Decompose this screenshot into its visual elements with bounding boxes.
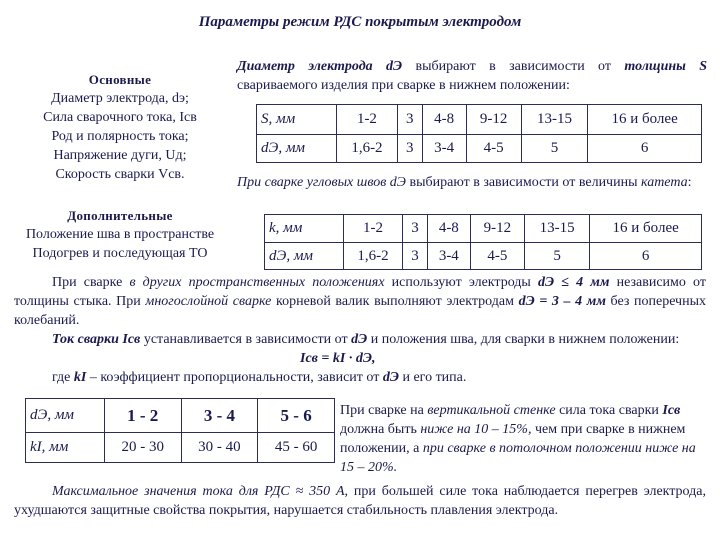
fillet-intro-mid: выбирают в зависимости от величины (405, 175, 641, 190)
table-cell: 6 (590, 243, 702, 270)
text-run: где (52, 370, 74, 385)
diameter-intro-em: толщины S (624, 59, 707, 74)
text-run: dЭ ≤ 4 мм (538, 275, 610, 290)
text-run: сила тока сварки (555, 403, 663, 418)
table-cell: 4-5 (466, 135, 521, 163)
main-parameter-item: Диаметр электрода, dэ; (51, 91, 189, 106)
table-cell: dЭ, мм (257, 135, 337, 163)
diameter-intro-tail: свариваемого изделия при сварке в нижнем положении: (237, 78, 570, 93)
table-cell: 1 - 2 (104, 399, 181, 433)
table-cell: 45 - 60 (258, 433, 335, 463)
table-cell: 9-12 (470, 215, 524, 243)
extra-parameter-item: Подогрев и последующая ТО (32, 246, 208, 261)
text-run: устанавливается в зависимости от (140, 332, 352, 347)
table-cell: 1,6-2 (343, 243, 403, 270)
text-run: dЭ (351, 332, 368, 347)
table-cell: 1,6-2 (337, 135, 398, 163)
extra-parameters-heading: Дополнительные (67, 208, 173, 223)
main-parameter-item: Род и полярность тока; (51, 129, 189, 144)
table-row (265, 243, 702, 270)
table-row (26, 433, 335, 463)
text-run: Ток сварки Iсв (52, 332, 141, 347)
text-run: , при большей силе тока наблюдается перегрев электрода, ухудшаются защитные свойства покрытия, нарушается стабильность плавления электрода. (14, 484, 706, 518)
fillet-intro (237, 173, 707, 192)
text-run: ниже на 10 – 15%, (420, 422, 532, 437)
text-run: при сварке в потолочном положении ниже на 15 – 20%. (340, 441, 696, 475)
text-run: Максимальное значения тока для РДС ≈ 350 А (52, 484, 345, 499)
table-cell: 3 - 4 (181, 399, 258, 433)
text-run: и его типа. (398, 370, 467, 385)
table-cell: S, мм (257, 105, 337, 135)
table-cell: 16 и более (590, 215, 702, 243)
table-cell: dЭ, мм (26, 399, 105, 433)
diameter-intro-lead: Диаметр электрода dЭ (237, 59, 403, 74)
text-run: dЭ (382, 370, 399, 385)
fillet-intro-em: катета (641, 175, 688, 190)
table-cell: 3 (403, 215, 427, 243)
table-row (26, 399, 335, 433)
text-run: должна быть (340, 422, 421, 437)
table-row (265, 215, 702, 243)
vertical-ceiling-paragraph (340, 401, 706, 477)
main-parameter-item: Напряжение дуги, Uд; (53, 148, 187, 163)
coefficient-paragraph (52, 368, 706, 387)
page-title: Параметры режим РДС покрытым электродом (198, 14, 522, 30)
leg-diameter-table (264, 214, 702, 270)
text-run: вертикальной стенке (427, 403, 556, 418)
fillet-intro-lead: При сварке угловых швов dЭ (237, 175, 406, 190)
current-formula: Iсв = kI · dЭ, (300, 351, 376, 366)
table-row (257, 105, 702, 135)
table-cell: 3-4 (427, 243, 470, 270)
table-cell: 5 - 6 (258, 399, 335, 433)
other-positions-paragraph (14, 273, 706, 330)
text-run: При сварке (52, 275, 130, 290)
table-cell: 3 (397, 135, 422, 163)
text-run: чем при сварке в нижнем положении, а (340, 422, 686, 456)
text-run: kI (73, 370, 87, 385)
table-cell: 30 - 40 (181, 433, 258, 463)
diameter-intro (237, 57, 707, 95)
main-parameters-heading: Основные (88, 72, 152, 87)
table-cell: 4-8 (427, 215, 470, 243)
table-cell: kI, мм (26, 433, 105, 463)
text-run: независимо от толщины стыка. При (14, 275, 706, 309)
table-row (257, 135, 702, 163)
coefficient-table (25, 398, 335, 463)
table-cell: 16 и более (588, 105, 702, 135)
table-cell: 6 (588, 135, 702, 163)
table-cell: 5 (524, 243, 589, 270)
text-run: и положения шва, для сварки в нижнем положении: (367, 332, 680, 347)
thickness-diameter-table (256, 104, 702, 163)
text-run: При сварке на (340, 403, 428, 418)
table-cell: 3 (403, 243, 427, 270)
fillet-intro-tail: : (687, 175, 692, 190)
table-cell: 4-5 (470, 243, 524, 270)
table-cell: 3-4 (422, 135, 466, 163)
table-cell: 13-15 (521, 105, 587, 135)
current-paragraph (14, 330, 706, 349)
parameters-list (0, 70, 240, 263)
table-cell: 1-2 (343, 215, 403, 243)
text-run: без поперечных колебаний. (14, 294, 706, 328)
max-current-paragraph (14, 482, 706, 520)
text-run: используют электроды (384, 275, 538, 290)
diameter-intro-mid: выбирают в зависимости от (402, 59, 625, 74)
table-cell: 5 (521, 135, 587, 163)
table-cell: 13-15 (524, 215, 589, 243)
text-run: корневой валик выполняют электродам (271, 294, 519, 309)
table-cell: 9-12 (466, 105, 521, 135)
main-parameter-item: Скорость сварки Vсв. (55, 167, 185, 182)
table-cell: k, мм (265, 215, 344, 243)
text-run: Iсв (662, 403, 681, 418)
text-run: многослойной сварке (145, 294, 272, 309)
extra-parameter-item: Положение шва в пространстве (25, 227, 215, 242)
table-cell: 1-2 (337, 105, 398, 135)
text-run: – коэффициент пропорциональности, зависит от (86, 370, 383, 385)
table-cell: 3 (397, 105, 422, 135)
table-cell: dЭ, мм (265, 243, 344, 270)
text-run: dЭ = 3 – 4 мм (518, 294, 606, 309)
table-cell: 4-8 (422, 105, 466, 135)
text-run: в других пространственных положениях (129, 275, 385, 290)
table-cell: 20 - 30 (104, 433, 181, 463)
main-parameter-item: Сила сварочного тока, Iсв (43, 110, 197, 125)
